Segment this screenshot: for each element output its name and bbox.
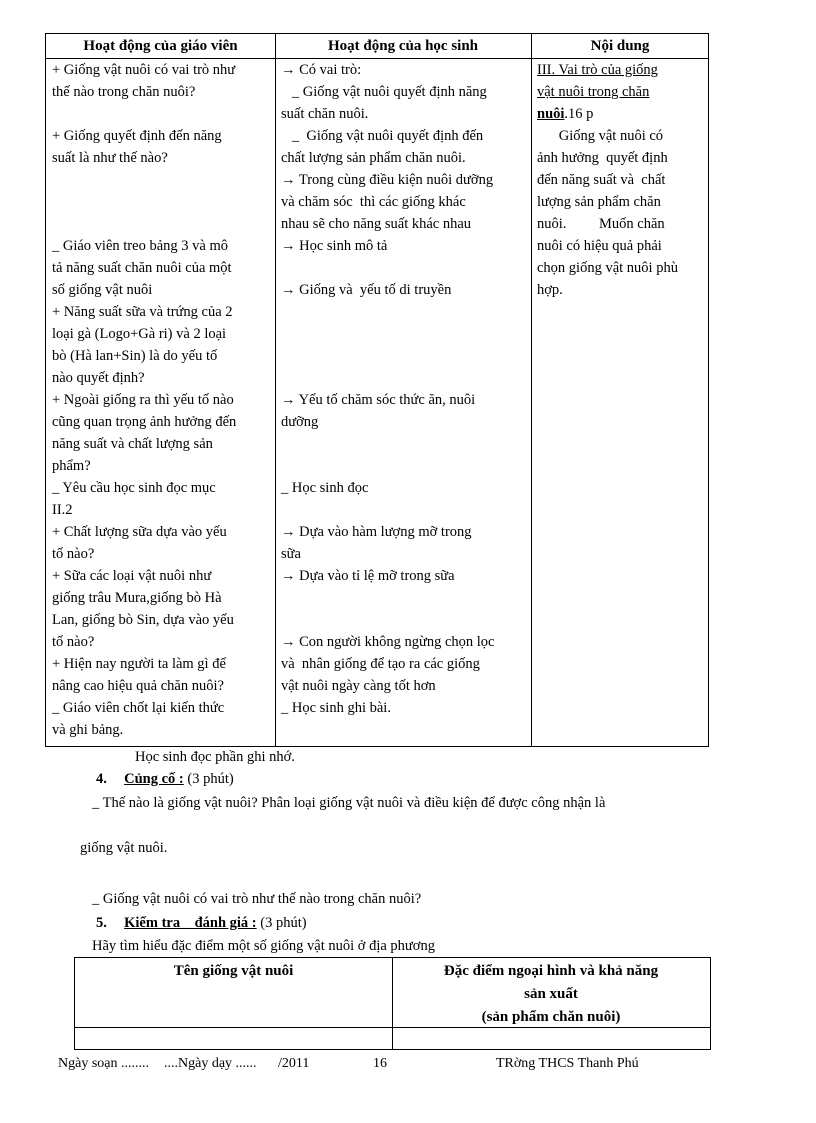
student-activity-line: → Giống và yếu tố di truyền xyxy=(281,282,452,298)
livestock-breed-table xyxy=(74,957,711,1050)
teacher-activity-line: + Hiện nay người ta làm gì để xyxy=(52,656,226,672)
student-activity-line: suất chăn nuôi. xyxy=(281,106,369,122)
review-question: _ Giống vật nuôi có vai trò như thế nào trong chăn nuôi? xyxy=(92,891,422,907)
content-body-line: nuôi. Muốn chăn xyxy=(537,216,665,232)
student-activity-line: → Học sinh mô tả xyxy=(281,238,388,254)
student-activity-line: và chăm sóc thì các giống khác xyxy=(281,194,466,210)
content-body-line: đến năng suất và chất xyxy=(537,172,666,188)
teacher-activity-line: + Giống vật nuôi có vai trò như xyxy=(52,62,236,78)
content-body-line: nuôi có hiệu quả phải xyxy=(537,238,662,254)
review-question: _ Thế nào là giống vật nuôi? Phân loại giống vật nuôi và điều kiện để được công nhận là xyxy=(92,795,606,811)
section-number: 5. xyxy=(96,915,107,931)
header-student-activity: Hoạt động của học sinh xyxy=(327,38,479,54)
content-heading-word: nuôi xyxy=(537,106,565,122)
section-time: (3 phút) xyxy=(256,915,307,931)
teacher-activity-line: II.2 xyxy=(52,502,73,518)
student-activity-column xyxy=(281,59,529,747)
section-title: Kiểm tra _ đánh giá : xyxy=(124,915,257,931)
section-time: (3 phút) xyxy=(183,771,234,787)
student-activity-line: → Có vai trò: xyxy=(281,62,362,78)
page-number: 16 xyxy=(373,1056,387,1071)
header-content: Nội dung xyxy=(590,38,650,54)
teacher-activity-line: _ Yêu cầu học sinh đọc mục xyxy=(52,480,216,496)
teacher-activity-line: nâng cao hiệu quả chăn nuôi? xyxy=(52,678,224,694)
review-question-continued: giống vật nuôi. xyxy=(80,840,168,856)
student-activity-line: _ Học sinh đọc xyxy=(281,480,369,496)
student-activity-line: → Dựa vào hàm lượng mỡ trong xyxy=(281,524,472,540)
teacher-activity-line: + Sữa các loại vật nuôi như xyxy=(52,568,212,584)
teacher-activity-line: _ Giáo viên treo bảng 3 và mô xyxy=(52,238,228,254)
student-activity-line: → Con người không ngừng chọn lọc xyxy=(281,634,495,650)
footer-date-prepared: Ngày soạn ........ xyxy=(58,1056,149,1071)
header-breed-characteristics: sản xuất xyxy=(524,986,578,1002)
content-heading-line xyxy=(537,103,593,125)
content-column xyxy=(537,59,707,747)
header-teacher-activity: Hoạt động của giáo viên xyxy=(83,38,238,54)
teacher-activity-line: nào quyết định? xyxy=(52,370,145,386)
teacher-activity-line: + Giống quyết định đến năng xyxy=(52,128,222,144)
student-activity-line: _ Giống vật nuôi quyết định đến xyxy=(281,128,484,144)
teacher-activity-line: bò (Hà lan+Sin) là do yếu tố xyxy=(52,348,218,364)
teacher-activity-line: tố nào? xyxy=(52,546,95,562)
student-activity-line: → Dựa vào tỉ lệ mỡ trong sữa xyxy=(281,568,455,584)
header-breed-characteristics: (sản phẩm chăn nuôi) xyxy=(481,1009,621,1025)
teacher-activity-line: thế nào trong chăn nuôi? xyxy=(52,84,196,100)
section-4-heading xyxy=(96,771,234,788)
teacher-activity-line: Lan, giống bò Sin, dựa vào yếu xyxy=(52,612,234,628)
teacher-activity-column xyxy=(52,59,272,747)
student-activity-line: → Yếu tố chăm sóc thức ăn, nuôi xyxy=(281,392,476,408)
assessment-task: Hãy tìm hiểu đặc điểm một số giống vật nuôi ở địa phương xyxy=(92,938,435,954)
teacher-activity-line: cũng quan trọng ảnh hưởng đến xyxy=(52,414,237,430)
student-activity-line: _ Học sinh ghi bài. xyxy=(281,700,391,716)
teacher-activity-line: loại gà (Logo+Gà ri) và 2 loại xyxy=(52,326,227,342)
section-title: Củng cố : xyxy=(124,771,184,787)
content-heading-duration: .16 p xyxy=(564,106,594,122)
section-number: 4. xyxy=(96,771,107,787)
student-activity-line: _ Giống vật nuôi quyết định năng xyxy=(281,84,487,100)
content-body-line: chọn giống vật nuôi phù xyxy=(537,260,678,276)
teacher-activity-line: giống trâu Mura,giống bò Hà xyxy=(52,590,222,606)
student-activity-line: và nhân giống để tạo ra các giống xyxy=(281,656,480,672)
memory-note: Học sinh đọc phần ghi nhớ. xyxy=(135,749,295,765)
teacher-activity-line: _ Giáo viên chốt lại kiến thức xyxy=(52,700,225,716)
section-5-heading xyxy=(96,915,307,932)
teacher-activity-line: số giống vật nuôi xyxy=(52,282,153,298)
header-breed-characteristics: Đặc điểm ngoại hình và khả năng xyxy=(443,963,659,979)
footer-year: /2011 xyxy=(278,1056,310,1071)
footer-school: TRờng THCS Thanh Phú xyxy=(496,1056,639,1071)
teacher-activity-line: và ghi bảng. xyxy=(52,722,124,738)
teacher-activity-line: + Năng suất sữa và trứng của 2 xyxy=(52,304,233,320)
teacher-activity-line: suất là như thế nào? xyxy=(52,150,168,166)
student-activity-line: dưỡng xyxy=(281,414,319,430)
content-body-line: hợp. xyxy=(537,282,563,298)
content-body-line: Giống vật nuôi có xyxy=(537,128,664,144)
student-activity-line: nhau sẽ cho năng suất khác nhau xyxy=(281,216,472,232)
lesson-table xyxy=(45,33,709,747)
student-activity-line: → Trong cùng điều kiện nuôi dưỡng xyxy=(281,172,494,188)
teacher-activity-line: + Ngoài giống ra thì yếu tố nào xyxy=(52,392,234,408)
teacher-activity-line: + Chất lượng sữa dựa vào yếu xyxy=(52,524,227,540)
student-activity-line: chất lượng sản phẩm chăn nuôi. xyxy=(281,150,466,166)
student-activity-line: vật nuôi ngày càng tốt hơn xyxy=(281,678,436,694)
teacher-activity-line: năng suất và chất lượng sản xyxy=(52,436,213,452)
header-breed-name: Tên giống vật nuôi xyxy=(173,963,294,979)
student-activity-line: sữa xyxy=(281,546,301,562)
teacher-activity-line: tả năng suất chăn nuôi của một xyxy=(52,260,232,276)
content-heading-line: vật nuôi trong chăn xyxy=(537,84,650,100)
teacher-activity-line: phẩm? xyxy=(52,458,91,474)
column-divider xyxy=(275,34,276,746)
column-divider xyxy=(531,34,532,746)
content-heading-line: III. Vai trò của giống xyxy=(537,62,658,78)
footer-date-taught: ....Ngày dạy ...... xyxy=(164,1056,257,1071)
content-body-line: ảnh hưởng quyết định xyxy=(537,150,668,166)
content-body-line: lượng sản phẩm chăn xyxy=(537,194,661,210)
teacher-activity-line: tố nào? xyxy=(52,634,95,650)
